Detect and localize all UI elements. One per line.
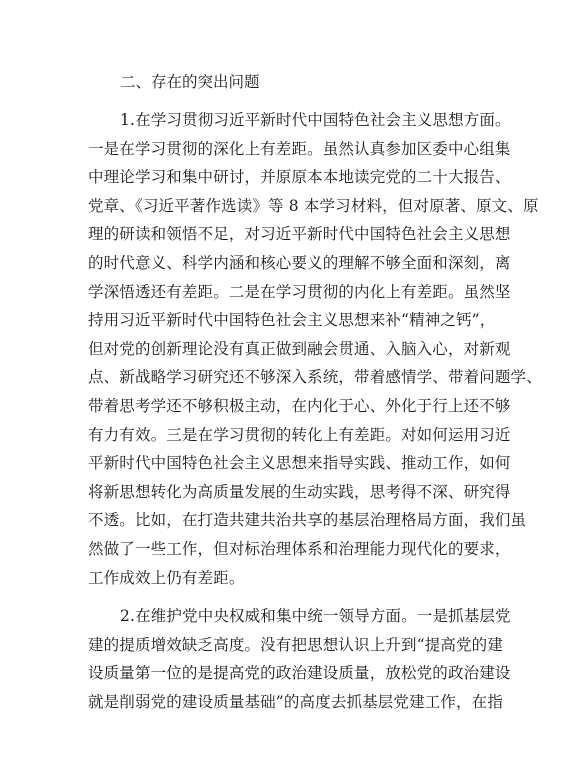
- paragraph-line: 2.在维护党中央权威和集中统一领导方面。一是抓基层党: [120, 607, 511, 626]
- document-body: [88, 64, 542, 716]
- paragraph-line: 1.在学习贯彻习近平新时代中国特色社会主义思想方面。: [120, 111, 511, 129]
- paragraph-line: 不透。比如，在打造共建共治共享的基层治理格局方面，我们虽: [88, 511, 527, 530]
- paragraph-line: 理的研读和领悟不足，对习近平新时代中国特色社会主义思想: [88, 225, 511, 244]
- paragraph-line: 工作成效上仍有差距。: [88, 568, 245, 587]
- section-heading: 二、存在的突出问题: [120, 73, 260, 91]
- paragraph-line: 带着思考学还不够积极主动，在内化于心、外化于行上还不够: [88, 396, 511, 415]
- paragraph-line: 建的提质增效缺乏高度。没有把思想认识上升到“提高党的建: [88, 635, 503, 654]
- paragraph-line: 然做了一些工作，但对标治理体系和治理能力现代化的要求，: [88, 539, 511, 558]
- paragraph-2: [88, 602, 511, 716]
- paragraph-line: 平新时代中国特色社会主义思想来指导实践、推动工作，如何: [88, 454, 511, 473]
- paragraph-line: 中理论学习和集中研讨，并原原本本地读完党的二十大报告、: [88, 168, 511, 187]
- paragraph-line: 点、新战略学习研究还不够深入系统，带着感情学、带着问题学、: [88, 368, 542, 387]
- paragraph-line: 学深悟透还有差距。二是在学习贯彻的内化上有差距。虽然坚: [88, 282, 511, 301]
- paragraph-line: 党章、《习近平著作选读》等 8 本学习材料，但对原著、原文、原: [88, 196, 539, 215]
- paragraph-line: 一是在学习贯彻的深化上有差距。虽然认真参加区委中心组集: [88, 139, 511, 158]
- paragraph-1: [88, 106, 542, 592]
- paragraph-line: 将新思想转化为高质量发展的生动实践，思考得不深、研究得: [88, 482, 511, 501]
- paragraph-line: 的时代意义、科学内涵和核心要义的理解不够全面和深刻，离: [88, 253, 511, 272]
- paragraph-line: 但对党的创新理论没有真正做到融会贯通、入脑入心，对新观: [88, 339, 511, 358]
- paragraph-line: 有力有效。三是在学习贯彻的转化上有差距。对如何运用习近: [88, 425, 511, 444]
- paragraph-line: 就是削弱党的建设质量基础”的高度去抓基层党建工作，在指: [88, 692, 503, 711]
- paragraph-line: 持用习近平新时代中国特色社会主义思想来补“精神之钙”，: [88, 311, 496, 330]
- paragraph-line: 设质量第一位的是提高党的政治建设质量，放松党的政治建设: [88, 664, 511, 683]
